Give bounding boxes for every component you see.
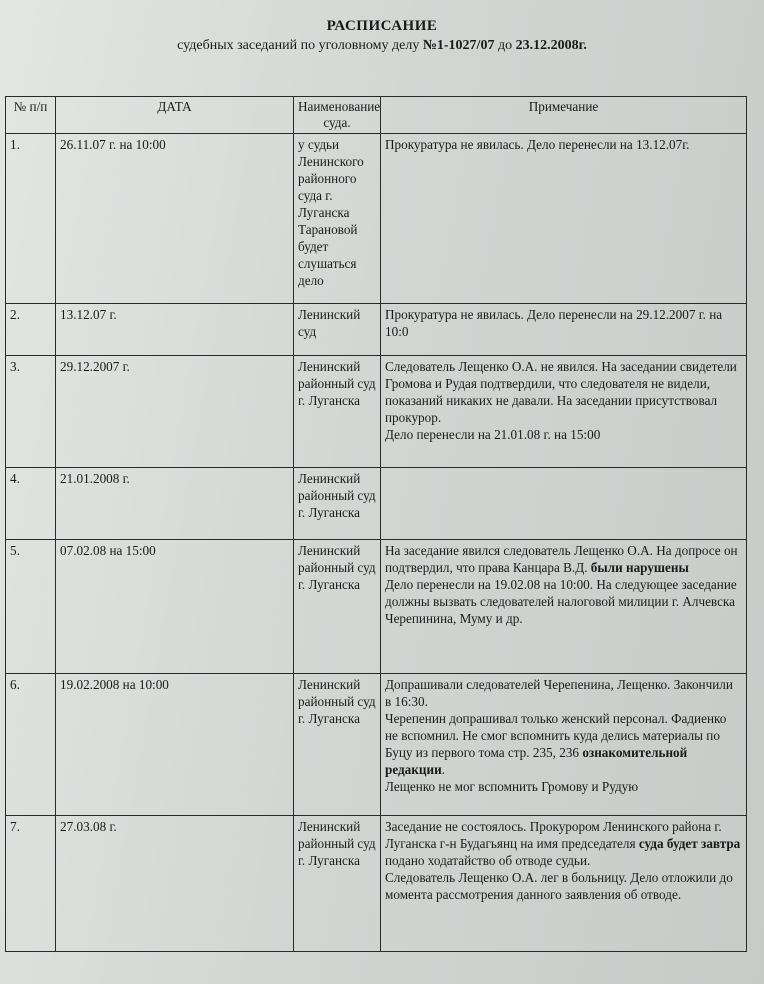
note-text: На заседание явился следователь Лещенко О.А. На допросе он подтвердил, что права Канцара В.Д. [385, 543, 738, 575]
table-row [6, 134, 747, 304]
note-paragraph [385, 869, 742, 903]
table-row [6, 816, 747, 952]
table-row [6, 304, 747, 356]
schedule-rows [6, 134, 747, 952]
row-date: 07.02.08 на 15:00 [56, 540, 294, 674]
note-paragraph [385, 306, 742, 340]
document-title: РАСПИСАНИЕ [326, 18, 438, 34]
note-text: подано ходатайство об отводе судьи. [385, 853, 591, 868]
document-header [0, 18, 764, 54]
row-court: Ленинский суд [294, 304, 381, 356]
note-text: Черепенин допрашивал только женский персонал. Фадиенко не вспомнил. Не смог вспомнить куда делись материалы по Буцу из первого тома стр. 235, 236 [385, 711, 727, 760]
row-number: 3. [6, 356, 56, 468]
subtitle-prefix: судебных заседаний по уголовному делу [177, 38, 423, 53]
header-court: Наименование суда. [294, 97, 381, 134]
note-text: Лещенко не мог вспомнить Громову и Рудую [385, 779, 639, 794]
case-number: №1-1027/07 [422, 38, 495, 53]
row-date: 29.12.2007 г. [56, 356, 294, 468]
row-note [381, 540, 747, 674]
table-row [6, 356, 747, 468]
note-text: Прокуратура не явилась. Дело перенесли на 29.12.2007 г. на 10:0 [385, 307, 723, 339]
note-paragraph [385, 676, 742, 710]
row-court: Ленинский районный суд г. Луганска [294, 468, 381, 540]
note-emphasis: суда будет завтра [638, 836, 741, 851]
row-number: 2. [6, 304, 56, 356]
row-date: 21.01.2008 г. [56, 468, 294, 540]
table-header-row [6, 97, 747, 134]
row-number: 1. [6, 134, 56, 304]
schedule-table [5, 96, 747, 952]
note-emphasis: были нарушены [590, 560, 689, 575]
row-note [381, 468, 747, 540]
header-note: Примечание [381, 97, 747, 134]
header-date: ДАТА [56, 97, 294, 134]
note-paragraph [385, 136, 742, 153]
row-court: Ленинский районный суд г. Луганска [294, 356, 381, 468]
note-text: Допрашивали следователей Черепенина, Лещенко. Закончили в 16:30. [385, 677, 733, 709]
row-date: 19.02.2008 на 10:00 [56, 674, 294, 816]
deadline-date: 23.12.2008г. [515, 38, 587, 53]
table-row [6, 540, 747, 674]
note-paragraph [385, 710, 742, 778]
note-text: Следователь Лещенко О.А. не явился. На заседании свидетели Громова и Рудая подтвердили, что следователя не видели, показаний никаких не давали. На заседании присутствовал прокурор. [385, 359, 737, 425]
row-number: 4. [6, 468, 56, 540]
note-text: Заседание не состоялось. Прокурором Ленинского района г. Луганска г-н Будагьянц на имя председателя [385, 819, 722, 851]
row-date: 26.11.07 г. на 10:00 [56, 134, 294, 304]
note-paragraph [385, 778, 742, 795]
note-text: Следователь Лещенко О.А. лег в больницу. Дело отложили до момента рассмотрения данного заявления об отводе. [385, 870, 733, 902]
note-emphasis: ознакомительной редакции [385, 745, 688, 777]
note-text: Дело перенесли на 19.02.08 на 10:00. На следующее заседание должны вызвать следователей налоговой милиции г. Алчевска Черепинина, Муму и др. [385, 577, 737, 626]
row-court: Ленинский районный суд г. Луганска [294, 816, 381, 952]
note-paragraph [385, 426, 742, 443]
row-number: 6. [6, 674, 56, 816]
row-court: Ленинский районный суд г. Луганска [294, 540, 381, 674]
row-date: 27.03.08 г. [56, 816, 294, 952]
note-paragraph [385, 576, 742, 627]
header-num: № п/п [6, 97, 56, 134]
row-number: 5. [6, 540, 56, 674]
document-subtitle [0, 38, 764, 54]
row-note [381, 356, 747, 468]
note-text: . [441, 762, 445, 777]
note-paragraph [385, 818, 742, 869]
row-court: Ленинский районный суд г. Луганска [294, 674, 381, 816]
note-text: Дело перенесли на 21.01.08 г. на 15:00 [385, 427, 601, 442]
table-row [6, 674, 747, 816]
note-text: Прокуратура не явилась. Дело перенесли на 13.12.07г. [385, 137, 690, 152]
row-note [381, 674, 747, 816]
row-date: 13.12.07 г. [56, 304, 294, 356]
row-note [381, 816, 747, 952]
row-note [381, 304, 747, 356]
subtitle-mid: до [494, 38, 516, 53]
note-paragraph [385, 542, 742, 576]
row-number: 7. [6, 816, 56, 952]
row-note [381, 134, 747, 304]
note-paragraph [385, 358, 742, 426]
row-court: у судьи Ленинского районного суда г. Луганска Тарановой будет слушаться дело [294, 134, 381, 304]
table-row [6, 468, 747, 540]
